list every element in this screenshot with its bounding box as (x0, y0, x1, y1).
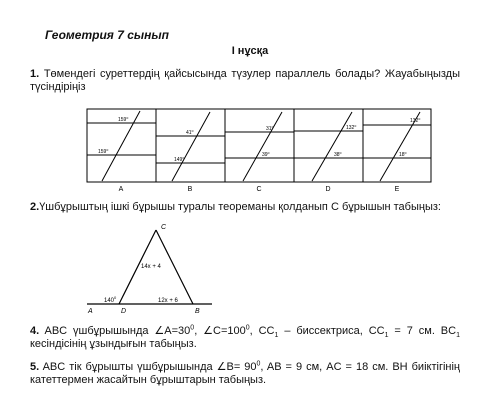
question-1-text: Төмендегі суреттердің қайсысында түзулер параллель болады? Жауабыңызды түсіндіріңіз (30, 68, 460, 93)
question-4-text: кесіндісінің ұзындығын табыңыз. (30, 338, 197, 350)
question-5 (30, 361, 460, 387)
point-d-label: D (121, 308, 127, 315)
angle-label: 39⁰ (262, 152, 270, 158)
document-title: Геометрия 7 сынып (45, 28, 169, 42)
panel-label-e: E (394, 186, 400, 193)
angle-label: 132⁰ (410, 118, 421, 124)
vertex-c-label: C (161, 224, 167, 231)
question-4 (30, 325, 460, 351)
question-2-text: Үшбұрыштың ішкі бұрышы туралы теореманы қолданып С бұрышын табыңыз: (39, 201, 441, 213)
question-4-text: = 7 см. BC (388, 325, 457, 337)
variant-heading: І нұсқа (231, 45, 269, 57)
question-5-number: 5. (30, 361, 40, 373)
question-5-text: ABC тік бұрышты үшбұрышында ∠B= 90 (39, 361, 257, 373)
degree-mark: 0 (256, 360, 261, 368)
exterior-angle-label: $140^0$ (104, 295, 117, 304)
degree-mark: 0 (190, 324, 195, 332)
angle-label: 38⁰ (334, 152, 342, 158)
question-2-number: 2. (30, 201, 40, 213)
degree-mark: 0 (245, 324, 250, 332)
panel-label-d: D (325, 186, 331, 193)
panel-label-c: C (256, 186, 262, 193)
question-4-text: ABC үшбұрышында ∠A=30 (39, 325, 191, 337)
question-4-number: 4. (30, 325, 40, 337)
question-2 (30, 201, 460, 214)
angle-label: 159⁰ (118, 117, 129, 123)
angle-label: 149⁰ (174, 157, 185, 163)
question-4-text: , CC (249, 325, 275, 337)
subscript: 1 (274, 332, 279, 340)
question-5-text: , AB = 9 см, AC = 18 см. BH биіктігінің катеттермен жасайтын бұрыштарын табыңыз. (30, 361, 460, 386)
side-expression-left: 14x + 4 (141, 264, 161, 270)
angle-label: 18⁰ (399, 152, 407, 158)
figure-frame (87, 109, 431, 182)
panel-label-a: A (118, 186, 124, 193)
subscript: 1 (384, 332, 389, 340)
angle-label: 41⁰ (186, 130, 194, 136)
question-1-number: 1. (30, 68, 40, 80)
panel-label-b: B (187, 186, 193, 193)
angle-label: 31⁰ (266, 126, 274, 132)
point-a-label: A (88, 308, 93, 315)
angle-label: 132⁰ (346, 125, 357, 131)
side-expression-bottom: 12x + 6 (158, 298, 178, 304)
question-4-text: , ∠C=100 (194, 325, 246, 337)
point-b-label: B (195, 308, 200, 315)
subscript: 1 (456, 332, 460, 340)
angle-label: 159⁰ (98, 149, 109, 155)
question-4-text: – биссектриса, CC (278, 325, 385, 337)
